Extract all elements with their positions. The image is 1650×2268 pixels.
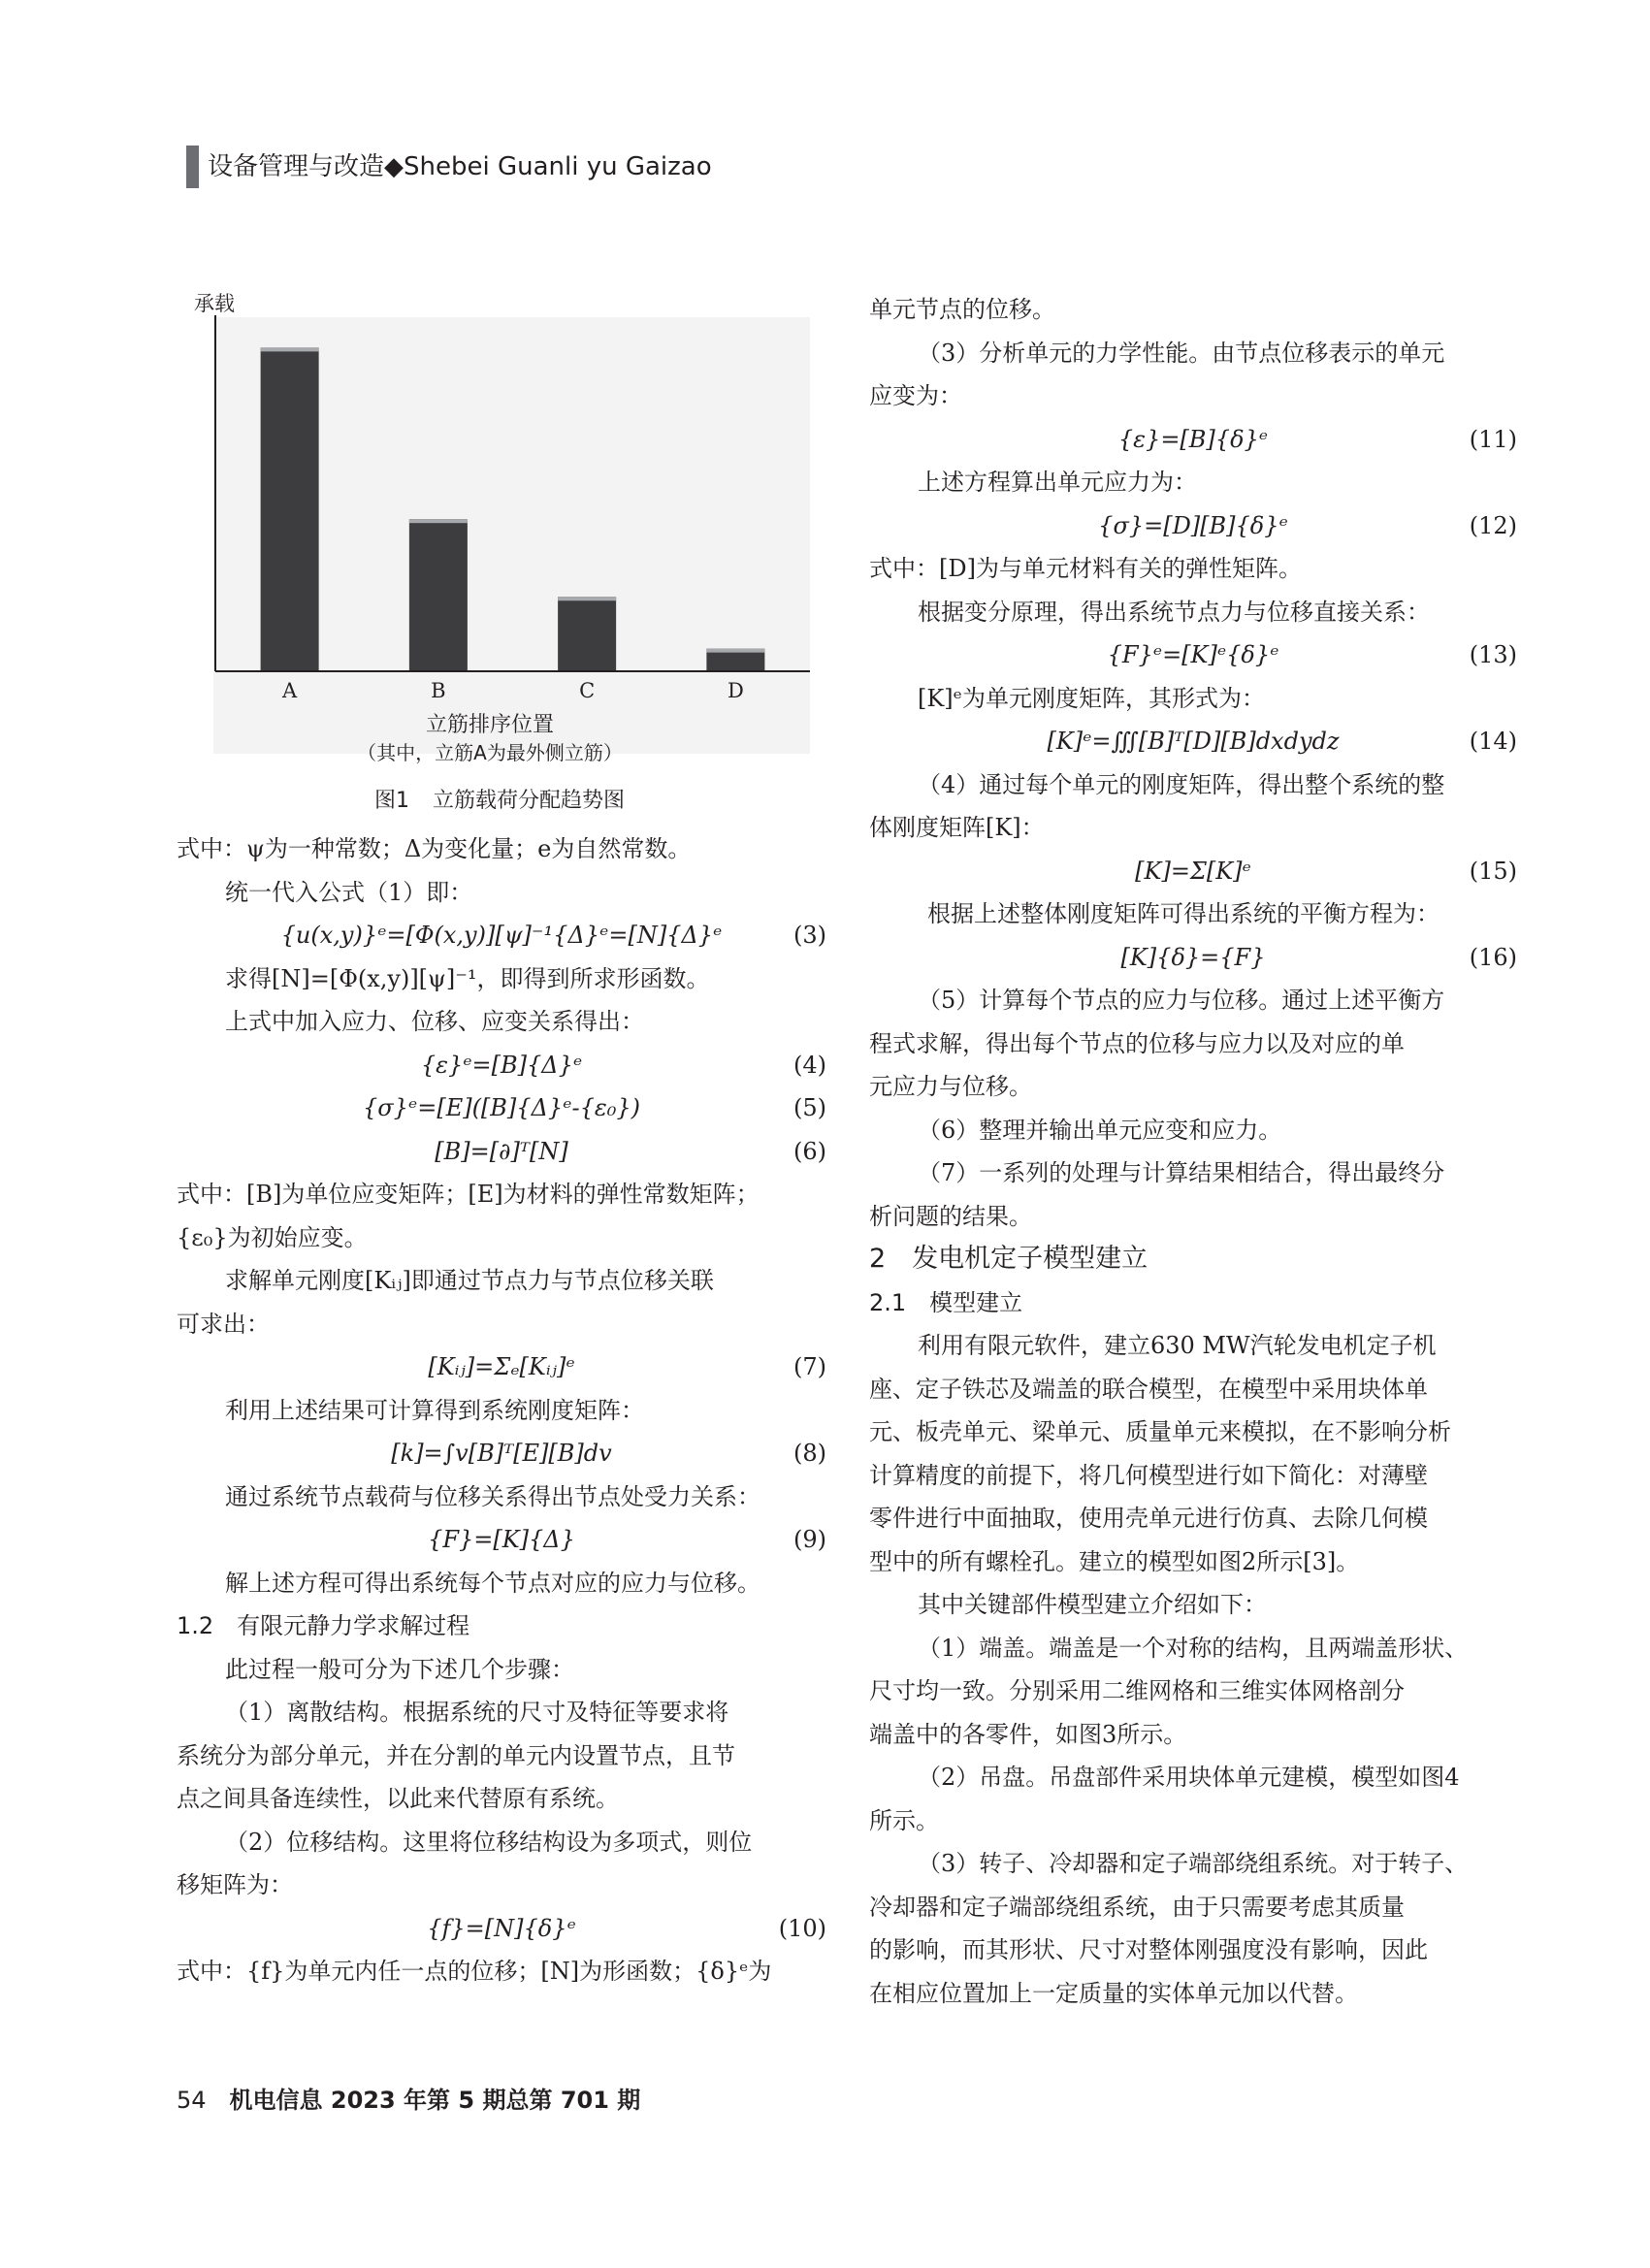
paragraph-line: （5）计算每个节点的应力与位移。通过上述平衡方 [918, 987, 1445, 1014]
paragraph-line: 上式中加入应力、位移、应变关系得出： [225, 1008, 644, 1035]
paragraph-line: 统一代入公式（1）即： [225, 878, 473, 906]
equation-number: (6) [793, 1137, 826, 1165]
equation-expression: [k]=∫v[B]ᵀ[E][B]dv [391, 1440, 612, 1467]
paragraph-line: 式中：ψ为一种常数；Δ为变化量；e为自然常数。 [177, 835, 692, 862]
journal-issue: 机电信息 2023 年第 5 期总第 701 期 [229, 2087, 641, 2114]
paragraph-line: 在相应位置加上一定质量的实体单元加以代替。 [869, 1979, 1358, 2007]
equation-expression: {σ}=[D][B]{δ}ᵉ [1098, 511, 1288, 539]
bar-top-C [558, 597, 616, 600]
paragraph-line: 系统分为部分单元，并在分割的单元内设置节点，且节 [177, 1741, 735, 1769]
equation-number: (12) [1469, 511, 1517, 539]
equation [177, 1130, 826, 1174]
paragraph-line: 析问题的结果。 [869, 1202, 1032, 1230]
bar-top-A [261, 347, 319, 351]
equation [869, 418, 1517, 462]
paragraph-line: 所示。 [869, 1806, 939, 1834]
equation [177, 1907, 826, 1951]
equation-number: (13) [1469, 641, 1517, 668]
equation [177, 1432, 826, 1475]
paragraph-line: 式中：[B]为单位应变矩阵；[E]为材料的弹性常数矩阵； [177, 1181, 760, 1208]
paragraph-line: （2）吊盘。吊盘部件采用块体单元建模，模型如图4 [918, 1764, 1460, 1791]
equation [869, 504, 1517, 548]
equation-expression: [B]=[∂]ᵀ[N] [435, 1137, 568, 1165]
paragraph-line: 单元节点的位移。 [869, 296, 1055, 323]
paragraph-line: 应变为： [869, 382, 962, 409]
equation [177, 1086, 826, 1130]
equation [177, 914, 826, 957]
equation-number: (5) [793, 1094, 826, 1121]
equation-number: (9) [793, 1526, 826, 1553]
x-axis-note: （其中，立筋A为最外侧立筋） [357, 741, 623, 764]
bar-chart [170, 291, 820, 776]
paragraph-line: 上述方程算出单元应力为： [918, 469, 1197, 496]
equation [177, 1345, 826, 1389]
paragraph-line: 此过程一般可分为下述几个步骤： [225, 1655, 574, 1683]
paragraph-line: 利用有限元软件，建立630 MW汽轮发电机定子机 [918, 1332, 1437, 1359]
paragraph-line: 移矩阵为： [177, 1871, 293, 1898]
equation-expression: {σ}ᵉ=[E]([B]{Δ}ᵉ-{ε₀}) [363, 1094, 640, 1121]
equation-expression: {u(x,y)}ᵉ=[Φ(x,y)][ψ]⁻¹{Δ}ᵉ=[N]{Δ}ᵉ [280, 922, 723, 949]
paragraph-line: （6）整理并输出单元应变和应力。 [918, 1116, 1282, 1144]
equation-number: (7) [793, 1353, 826, 1380]
equation [869, 720, 1517, 763]
paragraph-line: 通过系统节点载荷与位移关系得出节点处受力关系： [225, 1482, 760, 1510]
page-number: 54 [177, 2087, 207, 2114]
running-header: 设备管理与改造◆Shebei Guanli yu Gaizao [208, 152, 712, 181]
equation-expression: [K]ᵉ=∭[B]ᵀ[D][B]dxdydz [1047, 728, 1340, 755]
paragraph-line: 体刚度矩阵[K]： [869, 814, 1045, 841]
paragraph-line: 其中关键部件模型建立介绍如下： [918, 1591, 1267, 1618]
equation-number: (3) [793, 922, 826, 949]
paragraph-line: 尺寸均一致。分别采用二维网格和三维实体网格剖分 [869, 1677, 1405, 1704]
header-bar [186, 146, 199, 188]
x-tick-label: B [431, 679, 446, 702]
paragraph-line: （3）分析单元的力学性能。由节点位移表示的单元 [918, 339, 1445, 367]
equation [869, 936, 1517, 980]
paragraph-line: 元应力与位移。 [869, 1073, 1032, 1100]
paragraph-line: 根据上述整体刚度矩阵可得出系统的平衡方程为： [927, 900, 1440, 927]
paragraph-line: [K]ᵉ为单元刚度矩阵，其形式为： [918, 684, 1265, 712]
section-heading: 2.1 模型建立 [869, 1288, 1023, 1316]
paragraph-line: 元、板壳单元、梁单元、质量单元来模拟，在不影响分析 [869, 1418, 1451, 1445]
bar-B [409, 519, 468, 671]
paragraph-line: 座、定子铁芯及端盖的联合模型，在模型中采用块体单 [869, 1375, 1428, 1403]
paragraph-line: （3）转子、冷却器和定子端部绕组系统。对于转子、 [918, 1850, 1469, 1877]
paragraph-line: 零件进行中面抽取，使用壳单元进行仿真、去除几何模 [869, 1505, 1428, 1532]
equation-expression: [K]{δ}={F} [1120, 943, 1266, 971]
x-tick-label: C [579, 679, 596, 702]
paragraph-line: （1）端盖。端盖是一个对称的结构，且两端盖形状、 [918, 1634, 1469, 1662]
section-heading: 1.2 有限元静力学求解过程 [177, 1612, 470, 1639]
equation [869, 633, 1517, 677]
paragraph-line: （1）离散结构。根据系统的尺寸及特征等要求将 [225, 1699, 729, 1726]
paragraph-line: （2）位移结构。这里将位移结构设为多项式，则位 [225, 1828, 753, 1856]
paragraph-line: 的影响，而其形状、尺寸对整体刚强度没有影响，因此 [869, 1936, 1428, 1963]
paragraph-line: 冷却器和定子端部绕组系统，由于只需要考虑其质量 [869, 1893, 1405, 1921]
figure-title: 立筋载荷分配趋势图 [432, 789, 625, 813]
x-axis-label: 立筋排序位置 [425, 713, 555, 737]
x-tick-label: D [727, 679, 744, 702]
equation-expression: [Kᵢⱼ]=Σₑ[Kᵢⱼ]ᵉ [428, 1353, 575, 1380]
paragraph-line: 根据变分原理，得出系统节点力与位移直接关系： [918, 598, 1430, 626]
equation-expression: {F}=[K]{Δ} [428, 1526, 575, 1553]
equation-expression: {ε}ᵉ=[B]{Δ}ᵉ [420, 1051, 583, 1079]
equation-number: (15) [1469, 857, 1517, 885]
paragraph-line: 求解单元刚度[Kᵢⱼ]即通过节点力与节点位移关联 [225, 1267, 714, 1294]
equation-expression: {f}=[N]{δ}ᵉ [427, 1914, 576, 1942]
paragraph-line: 端盖中的各零件，如图3所示。 [869, 1720, 1187, 1748]
figure-number: 图1 [373, 789, 409, 813]
bar-C [558, 597, 616, 671]
equation-number: (11) [1469, 425, 1517, 453]
paragraph-line: 型中的所有螺栓孔。建立的模型如图2所示[3]。 [869, 1547, 1360, 1575]
equation-expression: {ε}=[B]{δ}ᵉ [1117, 425, 1269, 453]
paragraph-line: 求得[N]=[Φ(x,y)][ψ]⁻¹，即得到所求形函数。 [225, 964, 710, 992]
paragraph-line: （7）一系列的处理与计算结果相结合，得出最终分 [918, 1159, 1445, 1186]
equation-expression: {F}ᵉ=[K]ᵉ{δ}ᵉ [1107, 641, 1279, 668]
section-heading: 2 发电机定子模型建立 [869, 1244, 1149, 1274]
bar-top-D [706, 649, 764, 653]
x-tick-label: A [282, 679, 298, 702]
equation-number: (10) [778, 1914, 826, 1942]
equation-number: (16) [1469, 943, 1517, 971]
left-column [177, 827, 826, 1993]
equation [177, 1518, 826, 1562]
equation-expression: [K]=Σ[K]ᵉ [1135, 857, 1251, 885]
y-axis-label: 承载 [194, 292, 235, 315]
bar-top-B [409, 519, 468, 523]
paragraph-line: 式中：[D]为与单元材料有关的弹性矩阵。 [869, 555, 1302, 582]
paragraph-line: 程式求解，得出每个节点的位移与应力以及对应的单 [869, 1029, 1405, 1057]
figure-caption [177, 784, 823, 814]
paragraph-line: 计算精度的前提下，将几何模型进行如下简化：对薄壁 [869, 1461, 1428, 1489]
equation-number: (4) [793, 1051, 826, 1079]
paragraph-line: 式中：{f}为单元内任一点的位移；[N]为形函数；{δ}ᵉ为 [177, 1958, 772, 1985]
paragraph-line: 解上述方程可得出系统每个节点对应的应力与位移。 [225, 1569, 760, 1597]
equation-number: (8) [793, 1440, 826, 1467]
equation [177, 1044, 826, 1087]
paragraph-line: {ε₀}为初始应变。 [177, 1223, 368, 1251]
page-footer [177, 2081, 640, 2115]
bar-A [261, 347, 319, 671]
paragraph-line: 利用上述结果可计算得到系统刚度矩阵： [225, 1396, 644, 1424]
equation-number: (14) [1469, 728, 1517, 755]
equation [869, 850, 1517, 893]
paragraph-line: （4）通过每个单元的刚度矩阵，得出整个系统的整 [918, 770, 1445, 798]
paragraph-line: 点之间具备连续性，以此来代替原有系统。 [177, 1785, 619, 1812]
paragraph-line: 可求出： [177, 1310, 270, 1338]
right-column [869, 288, 1517, 2015]
